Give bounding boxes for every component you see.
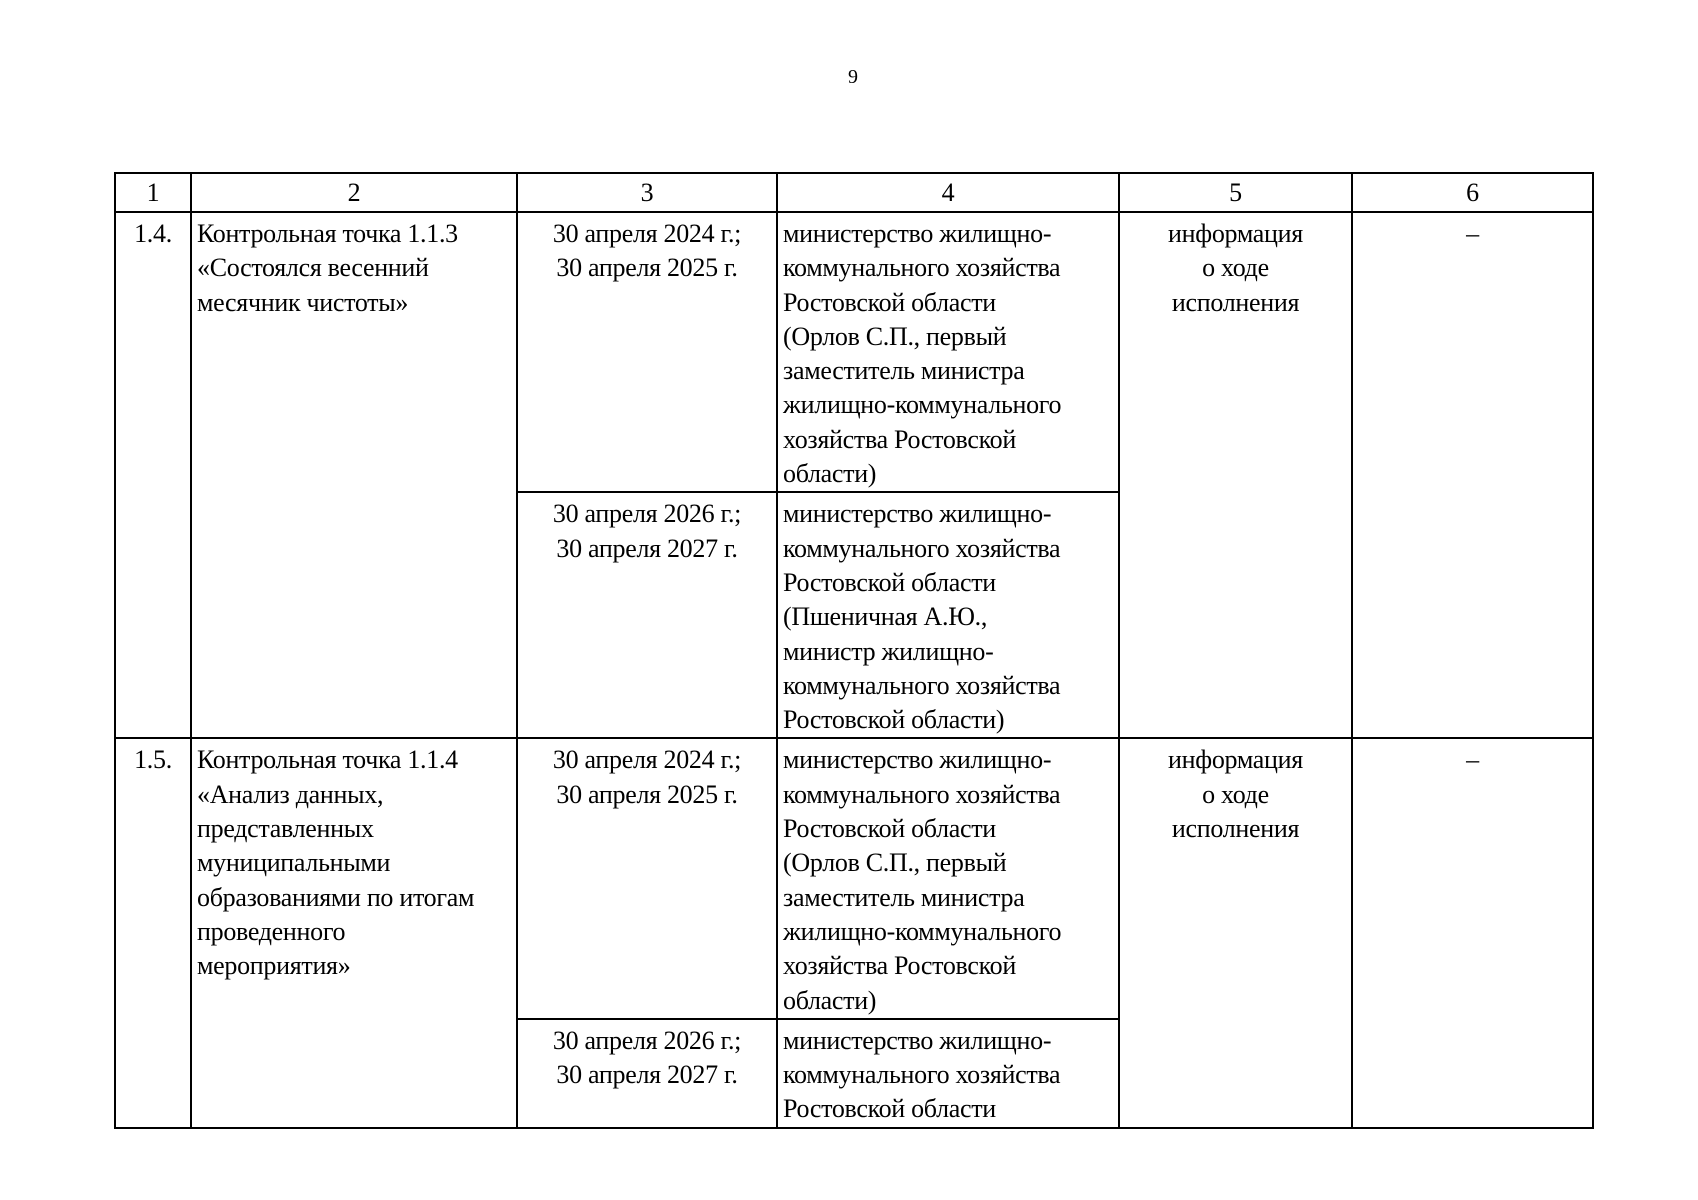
text-line: (Пшеничная А.Ю., (783, 602, 988, 632)
table-row (115, 738, 1593, 1018)
text-line: области) (783, 459, 877, 489)
deadline-dates (517, 212, 777, 492)
text-line: министерство жилищно- (783, 1025, 1052, 1055)
page-number: 9 (848, 66, 858, 88)
text-line: исполнения (1171, 814, 1300, 844)
text-line: Контрольная точка 1.1.4 (197, 745, 458, 775)
text-line: министерство жилищно- (783, 499, 1052, 529)
text-line: «Состоялся весенний (197, 253, 429, 283)
text-line: (Орлов С.П., первый (783, 321, 1007, 351)
text-line: хозяйства Ростовской (783, 951, 1016, 981)
text-line: Ростовской области (783, 814, 996, 844)
text-line: 30 апреля 2025 г. (556, 253, 738, 283)
header-cell: 4 (777, 173, 1119, 212)
text-line: мероприятия» (197, 951, 351, 981)
row-number: 1.4. (115, 212, 191, 738)
text-line: 30 апреля 2025 г. (556, 779, 738, 809)
row-number: 1.5. (115, 738, 191, 1127)
document-type (1119, 738, 1352, 1127)
table-row (115, 212, 1593, 492)
text-line: коммунального хозяйства (783, 1060, 1061, 1090)
text-line: коммунального хозяйства (783, 253, 1061, 283)
text-line: месячник чистоты» (197, 287, 409, 317)
responsible (777, 492, 1119, 738)
text-line: жилищно-коммунального (783, 916, 1062, 946)
header-cell: 1 (115, 173, 191, 212)
header-cell: 6 (1352, 173, 1593, 212)
text-line: информация (1168, 745, 1303, 775)
text-line: жилищно-коммунального (783, 390, 1062, 420)
text-line: о ходе (1202, 779, 1269, 809)
text-line: (Орлов С.П., первый (783, 848, 1007, 878)
text-line: министр жилищно- (783, 636, 994, 666)
info-system: – (1352, 212, 1593, 738)
text-line: Контрольная точка 1.1.3 (197, 219, 458, 248)
responsible (777, 212, 1119, 492)
header-row (115, 173, 1593, 212)
header-cell: 3 (517, 173, 777, 212)
text-line: 30 апреля 2027 г. (556, 1060, 738, 1090)
text-line: коммунального хозяйства (783, 533, 1061, 563)
text-line: Ростовской области (783, 287, 996, 317)
deadline-dates (517, 492, 777, 738)
header-cell: 2 (191, 173, 517, 212)
deadline-dates (517, 738, 777, 1018)
text-line: хозяйства Ростовской (783, 424, 1016, 454)
text-line: области) (783, 985, 877, 1015)
text-line: заместитель министра (783, 356, 1025, 386)
text-line: образованиями по итогам (197, 882, 475, 912)
text-line: министерство жилищно- (783, 745, 1052, 775)
text-line: 30 апреля 2026 г.; (552, 499, 742, 529)
text-line: о ходе (1202, 253, 1269, 283)
control-point-name (191, 212, 517, 738)
text-line: «Анализ данных, (197, 779, 384, 809)
text-line: 30 апреля 2026 г.; (552, 1025, 742, 1055)
text-line: Ростовской области (783, 1094, 996, 1124)
info-system: – (1352, 738, 1593, 1127)
control-points-table (114, 172, 1594, 1129)
text-line: проведенного (197, 916, 346, 946)
text-line: заместитель министра (783, 882, 1025, 912)
responsible (777, 738, 1119, 1018)
text-line: Ростовской области (783, 567, 996, 597)
text-line: муниципальными (197, 848, 391, 878)
text-line: исполнения (1171, 287, 1300, 317)
text-line: представленных (197, 814, 374, 844)
text-line: коммунального хозяйства (783, 779, 1061, 809)
text-line: коммунального хозяйства (783, 670, 1061, 700)
deadline-dates (517, 1019, 777, 1128)
text-line: 30 апреля 2027 г. (556, 533, 738, 563)
text-line: 30 апреля 2024 г.; (552, 745, 742, 775)
text-line: информация (1168, 219, 1303, 248)
header-cell: 5 (1119, 173, 1352, 212)
text-line: министерство жилищно- (783, 219, 1052, 248)
responsible (777, 1019, 1119, 1128)
text-line: 30 апреля 2024 г.; (552, 219, 742, 248)
control-point-name (191, 738, 517, 1127)
document-type (1119, 212, 1352, 738)
text-line: Ростовской области) (783, 705, 1005, 735)
